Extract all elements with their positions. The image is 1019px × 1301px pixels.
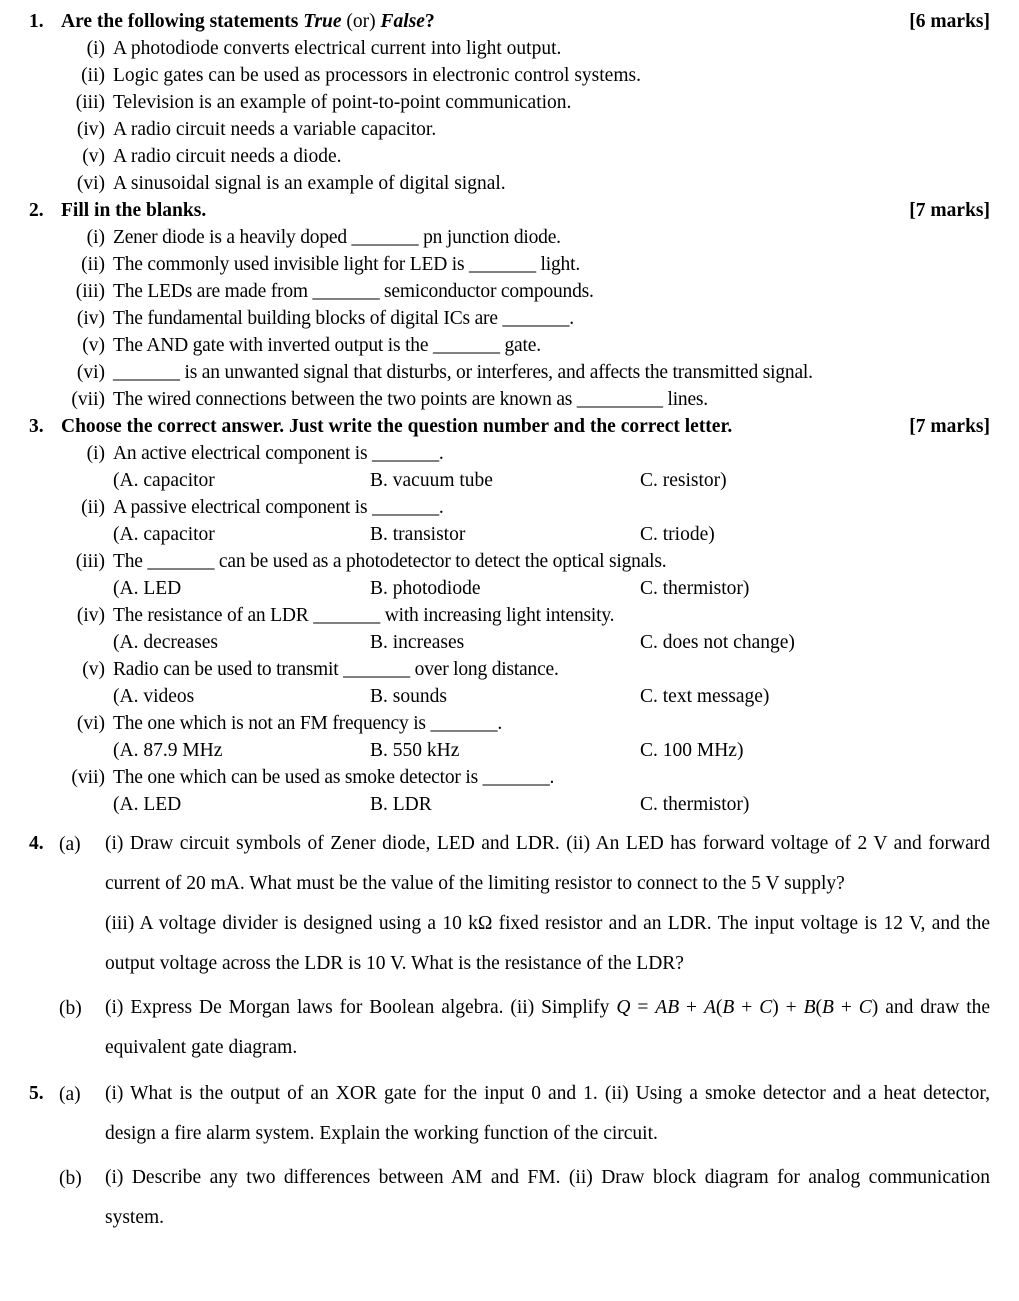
question-3-heading: [29, 413, 990, 440]
item-text: A sinusoidal signal is an example of digital signal.: [113, 173, 506, 194]
formula-eq: =: [630, 997, 656, 1018]
part-b-text-post: and draw the equivalent gate diagram.: [105, 997, 991, 1058]
question-2-heading: [29, 197, 990, 224]
question-section-3: [29, 413, 990, 818]
q1-title-pre: Are the following statements: [61, 11, 304, 32]
list-item: [29, 116, 990, 143]
part-b-text-pre: (i) Express De Morgan laws for Boolean algebra. (ii) Simplify: [105, 997, 617, 1018]
option-a[interactable]: (A. capacitor: [113, 470, 215, 491]
option-c[interactable]: C. thermistor): [640, 578, 750, 599]
list-item: [29, 359, 990, 386]
formula-ab: AB: [655, 997, 680, 1018]
part-a-paragraph-2: (iii) A voltage divider is designed using a 10 kΩ fixed resistor and an LDR. The input voltage is 12 V, and the output voltage across the LDR is 10 V. What is the resistance of the LDR?: [105, 913, 990, 974]
question-section-2: [29, 197, 990, 413]
item-numeral: (i): [86, 443, 105, 464]
item-numeral: (ii): [81, 254, 105, 275]
item-text: The _______ can be used as a photodetector to detect the optical signals.: [113, 551, 667, 572]
part-letter-b: (b): [59, 1168, 82, 1189]
item-numeral: (i): [86, 38, 105, 59]
item-numeral: (vi): [76, 713, 105, 734]
part-a-body: [105, 824, 990, 984]
part-letter-b: (b): [59, 998, 82, 1019]
part-a-paragraph-1: (i) What is the output of an XOR gate for the input 0 and 1. (ii) Using a smoke detector and a heat detector, design a fire alarm system. Explain the working function of the circuit.: [105, 1083, 990, 1144]
list-item: [29, 656, 990, 683]
part-b-paragraph-1: (i) Describe any two differences between AM and FM. (ii) Draw block diagram for analog communication system.: [105, 1167, 990, 1228]
question-2-title: Fill in the blanks.: [61, 200, 207, 221]
item-numeral: (iv): [76, 119, 105, 140]
list-item: [29, 602, 990, 629]
q1-title-mid: (or): [341, 11, 381, 32]
option-row: [113, 629, 990, 656]
option-row: [113, 791, 990, 818]
item-text: Radio can be used to transmit _______ over long distance.: [113, 659, 559, 680]
question-4-part-b: [29, 988, 990, 1068]
question-5-number: 5.: [29, 1083, 44, 1104]
q1-title-true: True: [303, 11, 342, 32]
list-item: [29, 710, 990, 737]
part-letter-a: (a): [59, 834, 81, 855]
item-numeral: (v): [82, 659, 105, 680]
item-text: A passive electrical component is _______.: [113, 497, 444, 518]
formula-a: A: [703, 997, 716, 1018]
item-text: A radio circuit needs a variable capacitor.: [113, 119, 437, 140]
list-item: [29, 251, 990, 278]
question-5-part-a: [29, 1074, 990, 1154]
item-numeral: (ii): [81, 497, 105, 518]
option-row: [113, 683, 990, 710]
question-2-number: 2.: [29, 200, 44, 221]
item-numeral: (vi): [76, 362, 105, 383]
item-numeral: (vii): [71, 767, 105, 788]
option-a[interactable]: (A. LED: [113, 578, 182, 599]
option-c[interactable]: C. triode): [640, 524, 715, 545]
option-c[interactable]: C. text message): [640, 686, 770, 707]
item-numeral: (iii): [75, 281, 105, 302]
option-a[interactable]: (A. LED: [113, 794, 182, 815]
item-text: The one which is not an FM frequency is _______.: [113, 713, 502, 734]
option-c[interactable]: C. 100 MHz): [640, 740, 744, 761]
item-numeral: (ii): [81, 65, 105, 86]
formula-paren-1: (: [715, 997, 723, 1018]
list-item: [29, 62, 990, 89]
list-item: [29, 89, 990, 116]
question-1-marks: [6 marks]: [909, 11, 990, 32]
item-numeral: (v): [82, 335, 105, 356]
item-text: _______ is an unwanted signal that disturbs, or interferes, and affects the transmitted signal.: [113, 362, 813, 383]
list-item: [29, 305, 990, 332]
question-1-title: [61, 8, 909, 35]
list-item: [29, 494, 990, 521]
item-numeral: (v): [82, 146, 105, 167]
option-b[interactable]: B. 550 kHz: [370, 740, 460, 761]
part-b-paragraph-1: [105, 988, 990, 1068]
option-row: [113, 575, 990, 602]
option-a[interactable]: (A. videos: [113, 686, 195, 707]
formula-plus-1: +: [679, 997, 704, 1018]
item-text: The fundamental building blocks of digital ICs are _______.: [113, 308, 574, 329]
option-b[interactable]: B. increases: [370, 632, 465, 653]
formula-plus-2: +: [734, 997, 760, 1018]
question-section-1: [29, 8, 990, 197]
item-text: The commonly used invisible light for LED is _______ light.: [113, 254, 580, 275]
option-c[interactable]: C. resistor): [640, 470, 727, 491]
item-text: The one which can be used as smoke detector is _______.: [113, 767, 555, 788]
item-text: The AND gate with inverted output is the _______ gate.: [113, 335, 541, 356]
question-4-number: 4.: [29, 833, 44, 854]
item-numeral: (iv): [76, 605, 105, 626]
part-a-body: [105, 1074, 990, 1154]
option-b[interactable]: B. LDR: [370, 794, 432, 815]
list-item: [29, 548, 990, 575]
question-3-title: Choose the correct answer. Just write the question number and the correct letter.: [61, 416, 733, 437]
option-row: [113, 521, 990, 548]
list-item: [29, 224, 990, 251]
option-b[interactable]: B. sounds: [370, 686, 447, 707]
item-text: The wired connections between the two points are known as _________ lines.: [113, 389, 708, 410]
item-text: Television is an example of point-to-point communication.: [113, 92, 572, 113]
formula-q: Q: [616, 997, 631, 1018]
question-1-number: 1.: [29, 11, 44, 32]
question-3-marks: [7 marks]: [909, 416, 990, 437]
option-c[interactable]: C. does not change): [640, 632, 795, 653]
option-b[interactable]: B. transistor: [370, 524, 466, 545]
formula-c-2: C: [858, 997, 872, 1018]
formula-paren-3: (: [815, 997, 822, 1018]
part-a-paragraph-1: (i) Draw circuit symbols of Zener diode, LED and LDR. (ii) An LED has forward voltage of 2 V and forward current of 20 mA. What must be the value of the limiting resistor to connect to the 5 V supply?: [105, 833, 990, 894]
formula-plus-3: +: [778, 997, 804, 1018]
q1-title-post: ?: [424, 11, 435, 32]
question-2-marks: [7 marks]: [909, 200, 990, 221]
formula-b-3: B: [821, 997, 834, 1018]
list-item: [29, 278, 990, 305]
item-text: A photodiode converts electrical current into light output.: [113, 38, 562, 59]
item-numeral: (i): [86, 227, 105, 248]
option-c[interactable]: C. thermistor): [640, 794, 750, 815]
item-text: The resistance of an LDR _______ with increasing light intensity.: [113, 605, 615, 626]
list-item: [29, 764, 990, 791]
page-content: [29, 8, 990, 1242]
item-numeral: (vi): [76, 173, 105, 194]
question-3-number: 3.: [29, 416, 44, 437]
question-section-4: [29, 824, 990, 1068]
item-text: The LEDs are made from _______ semiconductor compounds.: [113, 281, 594, 302]
part-b-body: [105, 1158, 990, 1238]
question-section-5: [29, 1074, 990, 1238]
item-numeral: (vii): [71, 389, 105, 410]
option-a[interactable]: (A. capacitor: [113, 524, 215, 545]
option-b[interactable]: B. vacuum tube: [370, 470, 493, 491]
item-numeral: (iii): [75, 92, 105, 113]
question-4-part-a: [29, 824, 990, 984]
item-text: An active electrical component is _______.: [113, 443, 444, 464]
option-a[interactable]: (A. decreases: [113, 632, 219, 653]
formula-c-1: C: [759, 997, 773, 1018]
option-a[interactable]: (A. 87.9 MHz: [113, 740, 223, 761]
list-item: [29, 386, 990, 413]
q1-title-false: False: [380, 11, 425, 32]
list-item: [29, 170, 990, 197]
formula-paren-2: ): [772, 997, 779, 1018]
formula-plus-4: +: [833, 997, 859, 1018]
part-b-body: [105, 988, 990, 1068]
item-text: Logic gates can be used as processors in electronic control systems.: [113, 65, 641, 86]
question-5-part-b: [29, 1158, 990, 1238]
item-text: A radio circuit needs a diode.: [113, 146, 342, 167]
option-row: [113, 737, 990, 764]
question-1-heading: [29, 8, 990, 35]
list-item: [29, 440, 990, 467]
list-item: [29, 143, 990, 170]
option-b[interactable]: B. photodiode: [370, 578, 481, 599]
formula-b-2: B: [803, 997, 816, 1018]
item-numeral: (iv): [76, 308, 105, 329]
part-letter-a: (a): [59, 1084, 81, 1105]
item-text: Zener diode is a heavily doped _______ pn junction diode.: [113, 227, 561, 248]
option-row: [113, 467, 990, 494]
list-item: [29, 332, 990, 359]
formula-b-1: B: [722, 997, 735, 1018]
list-item: [29, 35, 990, 62]
formula-paren-4: ): [871, 997, 879, 1018]
item-numeral: (iii): [75, 551, 105, 572]
